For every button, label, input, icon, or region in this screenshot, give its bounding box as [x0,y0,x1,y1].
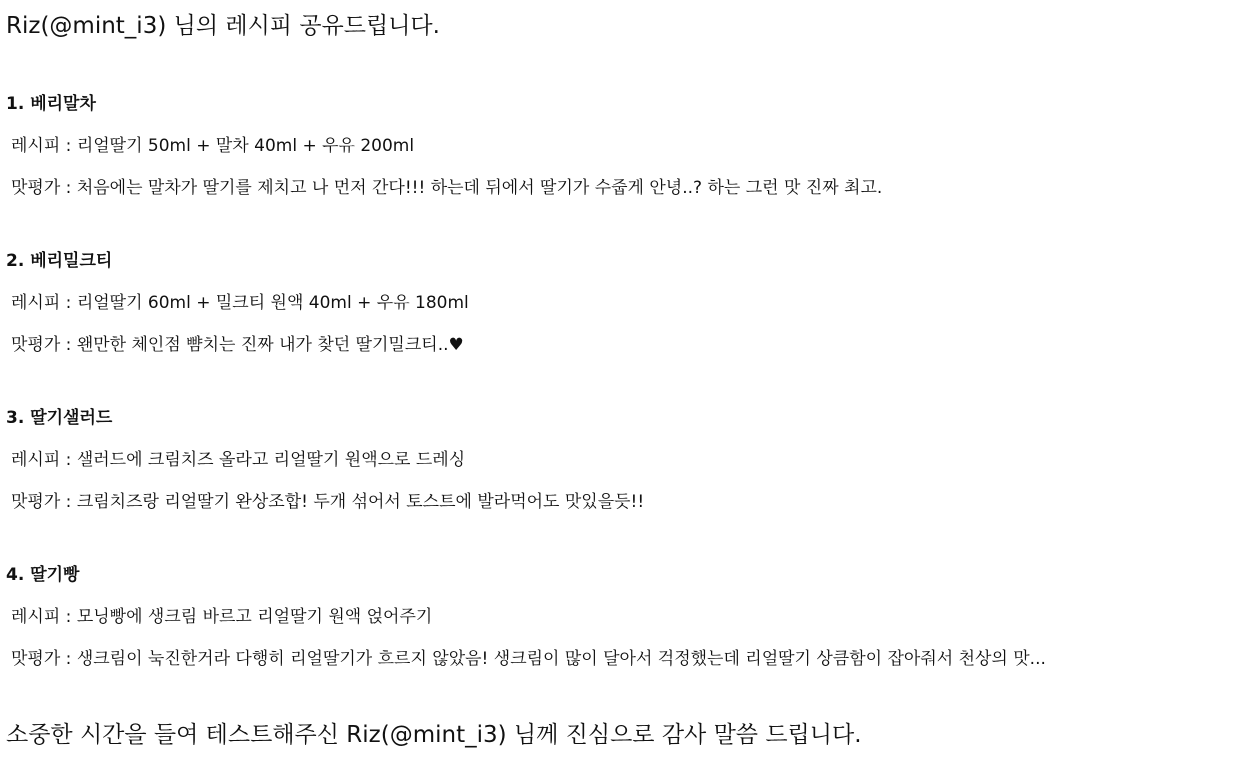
closing-message: 소중한 시간을 들여 테스트해주신 Riz(@mint_i3) 님께 진심으로 감사 말씀 드립니다. [6,722,862,748]
recipe-text: 모닝빵에 생크림 바르고 리얼딸기 원액 얹어주기 [76,607,433,627]
review-label: 맛평가 : [11,492,77,512]
review-label: 맛평가 : [11,335,77,355]
review-text: 크림치즈랑 리얼딸기 완상조합! 두개 섞어서 토스트에 발라먹어도 맛있을듯!! [76,492,645,512]
recipe-line [11,134,414,158]
review-line [11,176,882,200]
review-text: 왠만한 체인점 뺨치는 진짜 내가 찾던 딸기밀크티..♥ [76,335,464,355]
review-label: 맛평가 : [11,178,77,198]
page-title: Riz(@mint_i3) 님의 레시피 공유드립니다. [6,13,440,39]
recipe-heading: 2. 베리밀크티 [6,251,113,271]
recipe-text: 리얼딸기 60ml + 밀크티 원액 40ml + 우유 180ml [76,293,469,313]
recipe-text: 샐러드에 크림치즈 올라고 리얼딸기 원액으로 드레싱 [76,450,466,470]
review-line [11,647,1046,671]
review-line [11,490,644,514]
recipe-line [11,448,465,472]
recipe-label: 레시피 : [11,293,77,313]
recipe-line [11,291,469,315]
review-text: 처음에는 말차가 딸기를 제치고 나 먼저 간다!!! 하는데 뒤에서 딸기가 수줍게 안녕..? 하는 그런 맛 진짜 최고. [76,178,883,198]
recipe-heading: 1. 베리말차 [6,94,96,114]
recipe-line [11,605,432,629]
recipe-heading: 4. 딸기빵 [6,565,80,585]
recipe-text: 리얼딸기 50ml + 말차 40ml + 우유 200ml [76,136,415,156]
review-label: 맛평가 : [11,649,77,669]
recipe-label: 레시피 : [11,607,77,627]
recipe-heading: 3. 딸기샐러드 [6,408,113,428]
review-line [11,333,464,357]
recipe-label: 레시피 : [11,136,77,156]
review-text: 생크림이 눅진한거라 다행히 리얼딸기가 흐르지 않았음! 생크림이 많이 달아서 걱정했는데 리얼딸기 상큼함이 잡아줘서 천상의 맛... [76,649,1046,669]
recipe-label: 레시피 : [11,450,77,470]
